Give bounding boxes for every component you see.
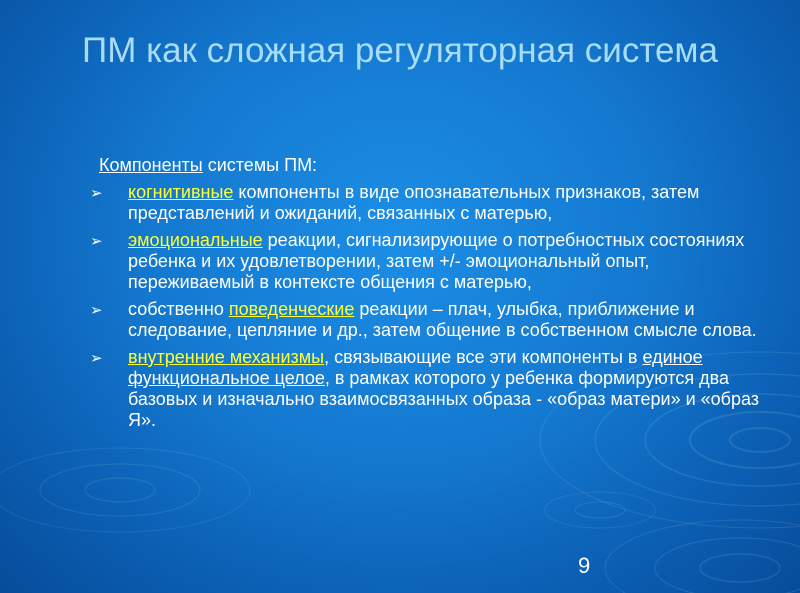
underlined-phrase: единое функциональное целое — [128, 347, 703, 388]
list-item — [80, 299, 770, 341]
arrow-bullet-icon: ➢ — [90, 185, 103, 202]
highlight-term: эмоциональные — [128, 230, 263, 250]
bullet-text: реакции – плач, улыбка, приближение и следование, цепляние и др., затем общение в собственном смысле слова. — [128, 299, 757, 340]
components-list — [80, 182, 770, 437]
list-item — [80, 230, 770, 293]
bullet-text-end: , в рамках которого у ребенка формируются два базовых и изначально взаимосвязанных образа - «образ матери» и «образ Я». — [128, 368, 760, 430]
bullet-text: , связывающие все эти компоненты в — [324, 347, 643, 367]
arrow-bullet-icon: ➢ — [90, 233, 103, 250]
highlight-term: когнитивные — [128, 182, 234, 202]
arrow-bullet-icon: ➢ — [90, 302, 103, 319]
intro-underlined: Компоненты — [99, 155, 203, 175]
bullet-text: реакции, сигнализирующие о потребностных состояниях ребенка и их удовлетворении, затем +/- эмоциональный опыт, переживаемый в контексте общения с матерью, — [128, 230, 745, 292]
highlight-term: поведенческие — [228, 299, 355, 319]
list-item — [80, 347, 770, 431]
slide-title: ПМ как сложная регуляторная система — [82, 31, 718, 70]
page-number: 9 — [578, 553, 591, 578]
components-intro — [99, 155, 317, 176]
arrow-bullet-icon: ➢ — [90, 350, 103, 367]
intro-text: системы ПМ: — [202, 155, 318, 175]
highlight-term: внутренние механизмы — [128, 347, 325, 367]
bullet-text: компоненты в виде опознавательных признаков, затем представлений и ожиданий, связанных с матерью, — [128, 182, 700, 223]
bullet-text-pre: собственно — [128, 299, 229, 319]
list-item — [80, 182, 770, 224]
